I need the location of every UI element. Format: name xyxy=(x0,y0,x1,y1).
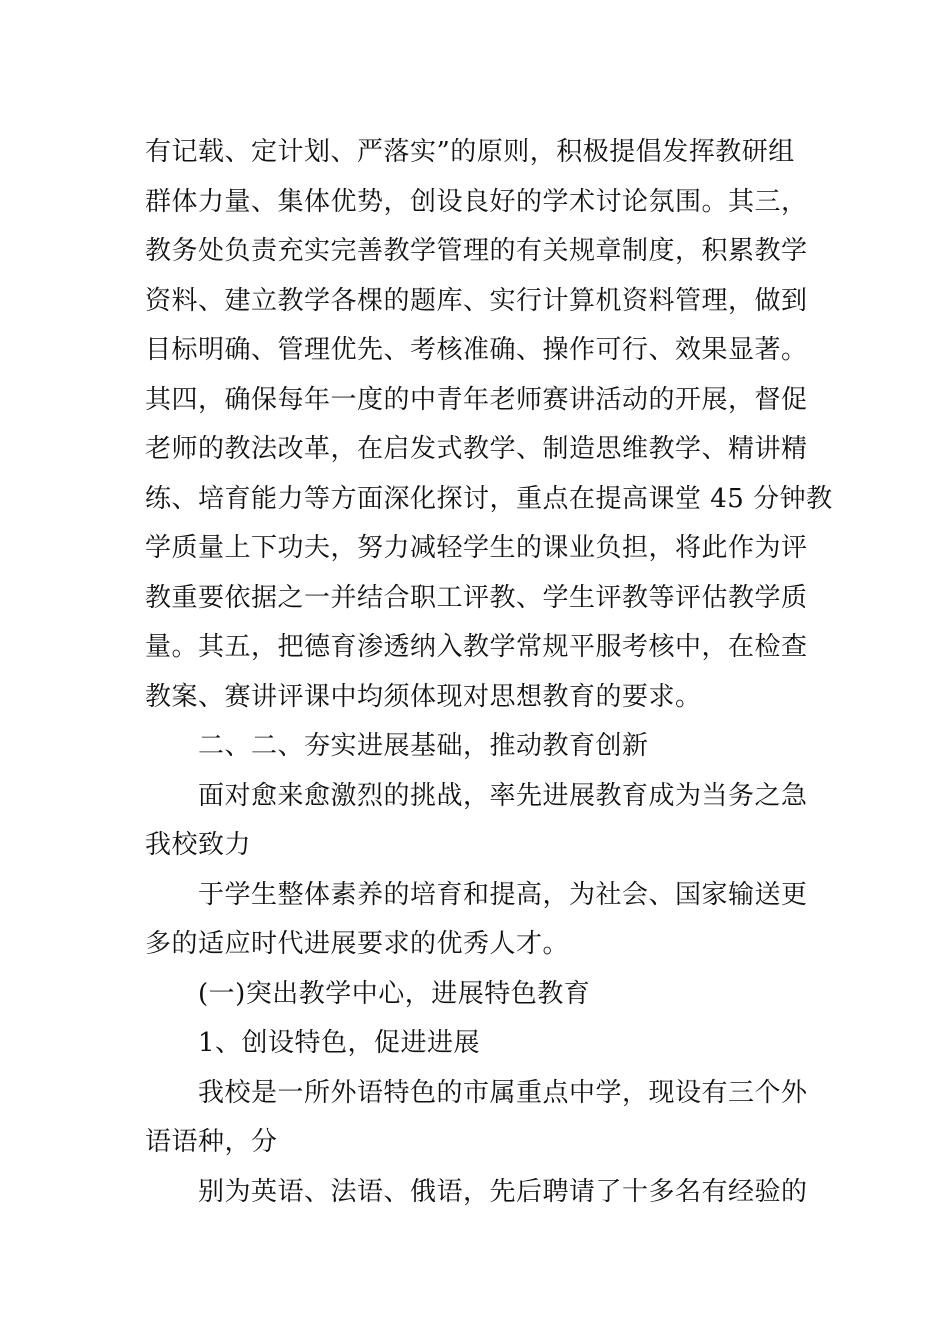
text-line: 其四，确保每年一度的中青年老师赛讲活动的开展，督促 xyxy=(145,384,808,415)
text-line: 多的适应时代进展要求的优秀人才。 xyxy=(145,929,570,959)
text-line: 二、二、夯实进展基础，推动教育创新 xyxy=(198,731,649,761)
text-line: 教案、赛讲评课中均须体现对思想教育的要求。 xyxy=(145,681,702,712)
text-line: 有记载、定计划、严落实”的原则，积极提倡发挥教研组 xyxy=(145,137,795,167)
text-line: 老师的教法改革，在启发式教学、制造思维教学、精讲精 xyxy=(145,434,808,464)
text-line: 1、创设特色，促进进展 xyxy=(198,1028,481,1058)
text-line: (一)突出教学中心，进展特色教育 xyxy=(198,978,591,1009)
text-line: 别为英语、法语、俄语，先后聘请了十多名有经验的 xyxy=(198,1176,808,1207)
text-line: 量。其五，把德育渗透纳入教学常规平服考核中，在检查 xyxy=(145,632,808,662)
text-line: 于学生整体素养的培育和提高，为社会、国家输送更 xyxy=(198,879,808,910)
text-line: 教务处负责充实完善教学管理的有关规章制度，积累教学 xyxy=(145,236,808,266)
text-line: 教重要依据之一并结合职工评教、学生评教等评估教学质 xyxy=(145,582,808,613)
text-line: 资料、建立教学各棵的题库、实行计算机资料管理，做到 xyxy=(145,285,808,316)
text-line: 目标明确、管理优先、考核准确、操作可行、效果显著。 xyxy=(145,335,808,365)
text-line: 练、培育能力等方面深化探讨，重点在提高课堂 45 分钟教 xyxy=(145,483,833,514)
text-line: 我校是一所外语特色的市属重点中学，现设有三个外 xyxy=(198,1077,808,1108)
document-body xyxy=(145,128,833,1217)
text-line: 语语种，分 xyxy=(145,1127,278,1157)
text-line: 面对愈来愈激烈的挑战，率先进展教育成为当务之急 xyxy=(198,780,808,811)
text-line: 群体力量、集体优势，创设良好的学术讨论氛围。其三， xyxy=(145,186,808,217)
text-line: 我校致力 xyxy=(145,830,252,860)
text-line: 学质量上下功夫，努力减轻学生的课业负担，将此作为评 xyxy=(145,533,808,563)
